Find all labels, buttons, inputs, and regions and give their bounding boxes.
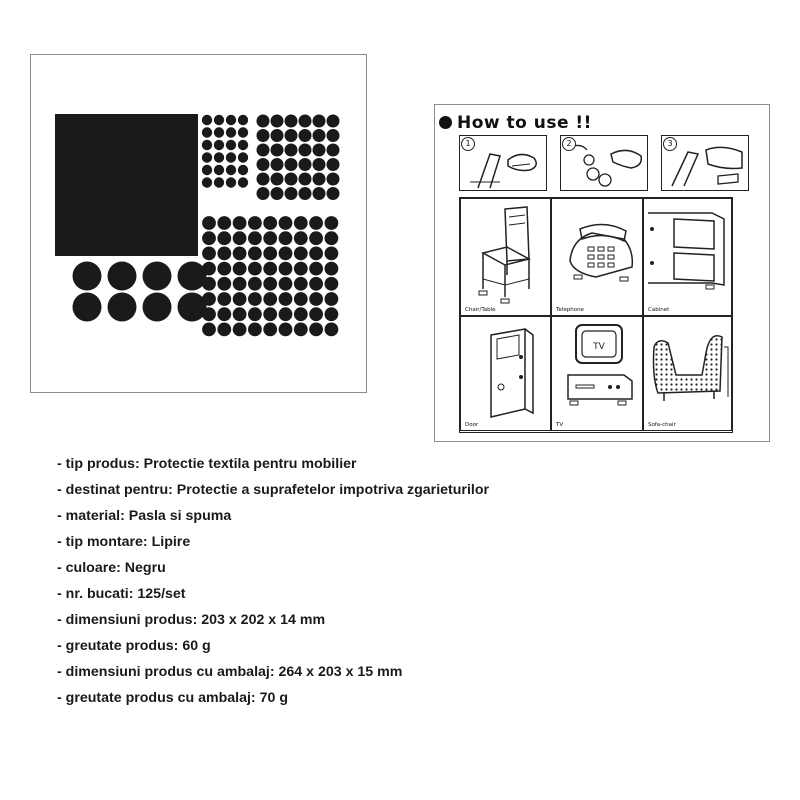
spec-item: - tip montare: Lipire (57, 534, 191, 550)
step-number: 3 (663, 137, 677, 151)
round-felt-pad (238, 115, 248, 125)
usage-label-tv: TV (556, 422, 564, 428)
usage-label-cabinet: Cabinet (648, 307, 670, 313)
round-felt-pad (285, 173, 298, 186)
usage-label-chair: Chair/Table (465, 307, 496, 313)
round-felt-pad (248, 216, 262, 230)
round-felt-pad (285, 115, 298, 128)
round-felt-pad (313, 129, 326, 142)
round-felt-pad (327, 187, 340, 200)
usage-label-sofa: Sofa-chair (648, 422, 676, 428)
round-felt-pad (309, 323, 323, 337)
round-felt-pad (325, 277, 339, 291)
round-felt-pad (285, 158, 298, 171)
round-felt-pad (248, 277, 262, 291)
round-felt-pad (238, 177, 248, 187)
round-felt-pad (309, 307, 323, 321)
spec-item: - dimensiuni produs cu ambalaj: 264 x 203 x 15 mm (57, 664, 403, 680)
round-felt-pad (263, 277, 277, 291)
step-peel (459, 135, 547, 191)
round-felt-pad (233, 216, 247, 230)
round-felt-pad (309, 231, 323, 245)
round-felt-pad (248, 262, 262, 276)
round-felt-pad (73, 262, 102, 291)
usage-label-telephone: Telephone (556, 307, 584, 313)
round-felt-pad (226, 140, 236, 150)
round-felt-pad (294, 307, 308, 321)
round-felt-pad (178, 293, 207, 322)
round-felt-pad (202, 277, 216, 291)
round-felt-pad (299, 158, 312, 171)
round-felt-pad (233, 307, 247, 321)
round-felt-pad (257, 158, 270, 171)
round-felt-pad (257, 144, 270, 157)
round-felt-pad (238, 127, 248, 137)
round-felt-pad (233, 277, 247, 291)
round-felt-pad (217, 307, 231, 321)
round-felt-pad (279, 231, 293, 245)
usage-cell-door (460, 316, 551, 431)
round-felt-pad (108, 293, 137, 322)
usage-label-door: Door (465, 422, 479, 428)
round-felt-pad (263, 231, 277, 245)
spec-item: - tip produs: Protectie textila pentru mobilier (57, 456, 357, 472)
round-felt-pad (233, 323, 247, 337)
round-felt-pad (248, 323, 262, 337)
round-felt-pad (73, 293, 102, 322)
round-felt-pad (285, 129, 298, 142)
round-felt-pad (309, 277, 323, 291)
spec-item: - greutate produs: 60 g (57, 638, 211, 654)
round-felt-pad (279, 262, 293, 276)
round-felt-pad (309, 247, 323, 261)
round-felt-pad (263, 247, 277, 261)
round-felt-pad (294, 231, 308, 245)
round-felt-pad (263, 323, 277, 337)
round-felt-pad (233, 292, 247, 306)
round-felt-pad (299, 144, 312, 157)
round-felt-pad (226, 127, 236, 137)
round-felt-pad (202, 152, 212, 162)
round-felt-pad (294, 277, 308, 291)
usage-cell-sofa (643, 316, 732, 431)
round-felt-pad (214, 115, 224, 125)
round-felt-pad (257, 187, 270, 200)
round-felt-pad (217, 216, 231, 230)
square-felt-pad (55, 114, 198, 256)
round-felt-pad (325, 247, 339, 261)
tv-icon (552, 317, 644, 432)
round-felt-pad (299, 187, 312, 200)
spec-item: - nr. bucati: 125/set (57, 586, 186, 602)
round-felt-pad (238, 140, 248, 150)
round-felt-pad (233, 262, 247, 276)
round-felt-pad (279, 323, 293, 337)
door-icon (461, 317, 552, 432)
step-attach (661, 135, 749, 191)
round-felt-pad (217, 323, 231, 337)
round-felt-pad (309, 292, 323, 306)
how-to-use-sheet (434, 104, 770, 442)
round-felt-pad (214, 177, 224, 187)
round-felt-pad (327, 115, 340, 128)
round-felt-pad (257, 115, 270, 128)
round-felt-pad (327, 158, 340, 171)
round-felt-pad (313, 187, 326, 200)
round-felt-pad (263, 216, 277, 230)
round-felt-pad (202, 231, 216, 245)
round-felt-pad (327, 129, 340, 142)
round-felt-pad (325, 323, 339, 337)
round-felt-pad (285, 144, 298, 157)
round-felt-pad (217, 247, 231, 261)
round-felt-pad (143, 262, 172, 291)
usage-grid (459, 197, 733, 433)
round-felt-pad (214, 140, 224, 150)
spec-item: - culoare: Negru (57, 560, 166, 576)
round-felt-pad (313, 173, 326, 186)
bullet-icon (439, 116, 452, 129)
round-felt-pad (217, 292, 231, 306)
spec-item: - dimensiuni produs: 203 x 202 x 14 mm (57, 612, 326, 628)
round-felt-pad (279, 277, 293, 291)
spec-item: - greutate produs cu ambalaj: 70 g (57, 690, 288, 706)
round-felt-pad (217, 231, 231, 245)
round-felt-pad (226, 152, 236, 162)
round-felt-pad (257, 173, 270, 186)
step-number: 2 (562, 137, 576, 151)
round-felt-pad (214, 152, 224, 162)
usage-cell-tv (551, 316, 643, 431)
round-felt-pad (217, 277, 231, 291)
round-felt-pad (313, 144, 326, 157)
steps-row (459, 135, 749, 193)
round-felt-pad (325, 307, 339, 321)
spec-item: - material: Pasla si spuma (57, 508, 232, 524)
round-felt-pad (285, 187, 298, 200)
round-felt-pad (271, 158, 284, 171)
round-felt-pad (309, 216, 323, 230)
round-felt-pad (202, 127, 212, 137)
round-felt-pad (108, 262, 137, 291)
round-felt-pad (202, 177, 212, 187)
chair-icon (461, 199, 552, 317)
round-felt-pad (214, 165, 224, 175)
round-felt-pad (202, 247, 216, 261)
felt-pads-illustration (31, 55, 368, 394)
telephone-icon (552, 199, 644, 317)
round-felt-pad (271, 115, 284, 128)
round-felt-pad (202, 292, 216, 306)
product-photo (30, 54, 367, 393)
round-felt-pad (299, 115, 312, 128)
round-felt-pad (202, 262, 216, 276)
round-felt-pad (271, 144, 284, 157)
round-felt-pad (257, 129, 270, 142)
round-felt-pad (271, 187, 284, 200)
round-felt-pad (279, 247, 293, 261)
round-felt-pad (325, 262, 339, 276)
round-felt-pad (325, 292, 339, 306)
spec-list (57, 456, 489, 716)
tv-screen-text: TV (593, 342, 605, 352)
round-felt-pad (202, 140, 212, 150)
usage-cell-chair (460, 198, 551, 316)
round-felt-pad (202, 216, 216, 230)
round-felt-pad (325, 231, 339, 245)
round-felt-pad (263, 307, 277, 321)
round-felt-pad (294, 262, 308, 276)
round-felt-pad (279, 292, 293, 306)
round-felt-pad (309, 262, 323, 276)
round-felt-pad (299, 173, 312, 186)
sofa-chair-icon (644, 317, 733, 432)
round-felt-pad (294, 216, 308, 230)
round-felt-pad (226, 177, 236, 187)
round-felt-pad (248, 307, 262, 321)
round-felt-pad (294, 323, 308, 337)
round-felt-pad (214, 127, 224, 137)
round-felt-pad (279, 216, 293, 230)
round-felt-pad (248, 292, 262, 306)
round-felt-pad (263, 262, 277, 276)
round-felt-pad (294, 292, 308, 306)
round-felt-pad (248, 231, 262, 245)
cabinet-icon (644, 199, 733, 317)
round-felt-pad (271, 129, 284, 142)
round-felt-pad (325, 216, 339, 230)
round-felt-pad (294, 247, 308, 261)
round-felt-pad (279, 307, 293, 321)
step-press (560, 135, 648, 191)
round-felt-pad (313, 158, 326, 171)
round-felt-pad (238, 152, 248, 162)
usage-cell-telephone (551, 198, 643, 316)
round-felt-pad (226, 115, 236, 125)
how-to-use-title: How to use !! (457, 113, 592, 133)
round-felt-pad (233, 231, 247, 245)
round-felt-pad (202, 165, 212, 175)
round-felt-pad (202, 115, 212, 125)
round-felt-pad (217, 262, 231, 276)
round-felt-pad (202, 307, 216, 321)
spec-item: - destinat pentru: Protectie a suprafetelor impotriva zgarieturilor (57, 482, 490, 498)
round-felt-pad (263, 292, 277, 306)
round-felt-pad (238, 165, 248, 175)
round-felt-pad (178, 262, 207, 291)
round-felt-pad (143, 293, 172, 322)
round-felt-pad (327, 144, 340, 157)
step-number: 1 (461, 137, 475, 151)
round-felt-pad (313, 115, 326, 128)
round-felt-pad (248, 247, 262, 261)
round-felt-pad (271, 173, 284, 186)
round-felt-pad (202, 323, 216, 337)
round-felt-pad (226, 165, 236, 175)
usage-cell-cabinet (643, 198, 732, 316)
round-felt-pad (233, 247, 247, 261)
round-felt-pad (327, 173, 340, 186)
round-felt-pad (299, 129, 312, 142)
